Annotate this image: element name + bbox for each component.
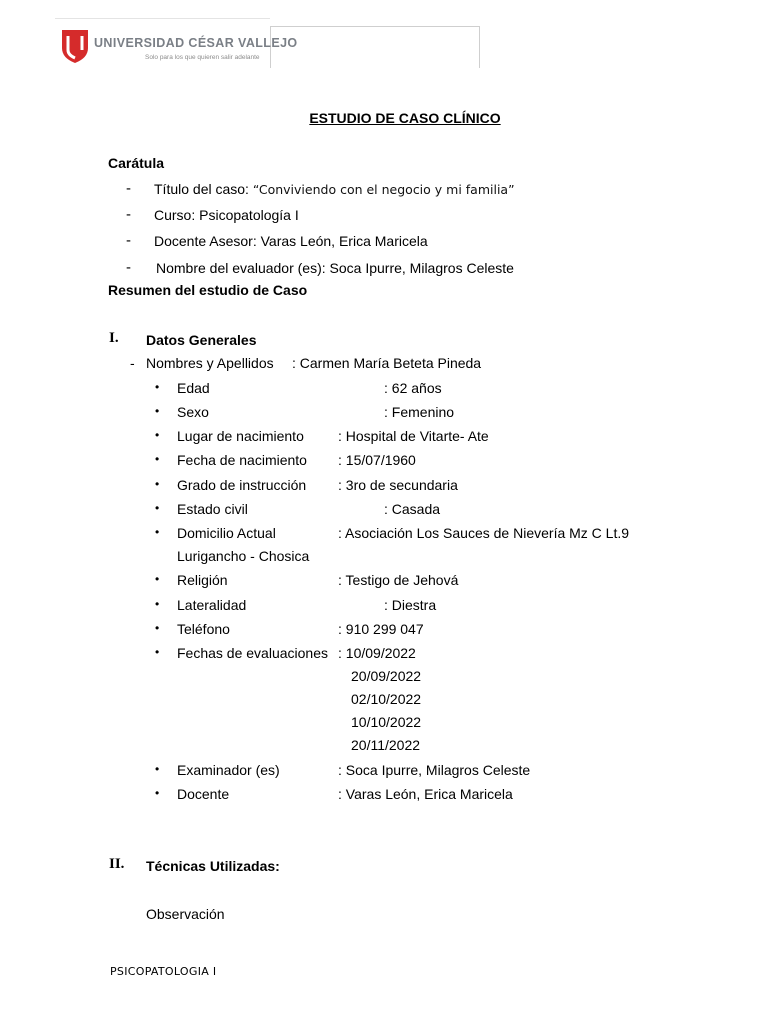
- item-label-address: Domicilio Actual: [177, 525, 276, 541]
- item-value-laterality: : Diestra: [384, 597, 437, 613]
- evaluator-line: Nombre del evaluador (es): Soca Ipurre, Milagros Celeste: [156, 260, 514, 276]
- section-2-content: Observación: [146, 906, 225, 922]
- item-value-eval-date: 02/10/2022: [351, 691, 422, 707]
- bullet: •: [155, 597, 160, 611]
- header-blank-cell: [270, 26, 480, 68]
- bullet: •: [155, 404, 160, 418]
- bullet: •: [155, 380, 160, 394]
- list-dash: -: [126, 180, 131, 197]
- bullet: •: [155, 525, 160, 539]
- bullet: •: [155, 428, 160, 442]
- university-slogan: Solo para los que quieren salir adelante: [145, 54, 260, 61]
- list-dash: -: [126, 232, 131, 249]
- item-value-teacher: : Varas León, Erica Maricela: [338, 786, 513, 802]
- summary-heading: Resumen del estudio de Caso: [108, 282, 308, 298]
- item-label-education: Grado de instrucción: [177, 477, 307, 493]
- bullet: •: [155, 645, 160, 659]
- advisor-line: Docente Asesor: Varas León, Erica Maricela: [154, 233, 428, 249]
- item-value-age: : 62 años: [384, 380, 442, 396]
- item-label-birthplace: Lugar de nacimiento: [177, 428, 304, 444]
- bullet: •: [155, 477, 160, 491]
- list-dash: -: [126, 259, 131, 276]
- section-1-heading: Datos Generales: [146, 332, 257, 348]
- bullet: •: [155, 621, 160, 635]
- item-value-address-continuation: Lurigancho - Chosica: [177, 548, 310, 564]
- caratula-heading: Carátula: [108, 155, 165, 171]
- bullet: •: [155, 762, 160, 776]
- item-value-birthdate: : 15/07/1960: [338, 452, 416, 468]
- bullet: •: [155, 501, 160, 515]
- section-2-heading: Técnicas Utilizadas:: [146, 858, 280, 874]
- item-value-eval-date: 10/10/2022: [351, 714, 422, 730]
- document-title: ESTUDIO DE CASO CLÍNICO: [309, 110, 501, 126]
- page-footer: PSICOPATOLOGIA I: [110, 965, 217, 978]
- item-value-religion: : Testigo de Jehová: [338, 572, 459, 588]
- item-value-civil-status: : Casada: [384, 501, 441, 517]
- names-label: Nombres y Apellidos: [146, 355, 274, 371]
- course-line: Curso: Psicopatología I: [154, 207, 299, 223]
- bullet: •: [155, 786, 160, 800]
- item-value-eval-date: 20/11/2022: [351, 737, 421, 753]
- list-dash: -: [126, 206, 131, 223]
- item-value-phone: : 910 299 047: [338, 621, 424, 637]
- item-value-examiner: : Soca Ipurre, Milagros Celeste: [338, 762, 531, 778]
- section-1-numeral: I.: [109, 330, 119, 346]
- item-label-phone: Teléfono: [177, 621, 230, 637]
- item-value-birthplace: : Hospital de Vitarte- Ate: [338, 428, 489, 444]
- section-2-numeral: II.: [109, 856, 125, 872]
- item-value-sex: : Femenino: [384, 404, 455, 420]
- item-label-civil-status: Estado civil: [177, 501, 248, 517]
- list-dash: -: [130, 355, 135, 371]
- item-value-eval-date: 20/09/2022: [351, 668, 422, 684]
- item-label-examiner: Examinador (es): [177, 762, 280, 778]
- item-value-education: : 3ro de secundaria: [338, 477, 458, 493]
- item-label-eval-dates: Fechas de evaluaciones: [177, 645, 328, 661]
- case-title-line: [154, 181, 515, 197]
- item-label-age: Edad: [177, 380, 210, 396]
- names-value: : Carmen María Beteta Pineda: [292, 355, 482, 371]
- item-value-address: : Asociación Los Sauces de Nievería Mz C Lt.9: [338, 525, 630, 541]
- item-label-teacher: Docente: [177, 786, 230, 802]
- bullet: •: [155, 452, 160, 466]
- university-name: UNIVERSIDAD CÉSAR VALLEJO: [94, 36, 298, 50]
- item-label-birthdate: Fecha de nacimiento: [177, 452, 307, 468]
- university-shield-icon: [60, 28, 90, 64]
- case-title-label: Título del caso:: [154, 181, 253, 197]
- bullet: •: [155, 572, 160, 586]
- item-label-laterality: Lateralidad: [177, 597, 247, 613]
- case-title-value: “Conviviendo con el negocio y mi familia”: [252, 182, 515, 197]
- item-value-eval-date: : 10/09/2022: [338, 645, 416, 661]
- item-label-religion: Religión: [177, 572, 228, 588]
- item-label-sex: Sexo: [177, 404, 209, 420]
